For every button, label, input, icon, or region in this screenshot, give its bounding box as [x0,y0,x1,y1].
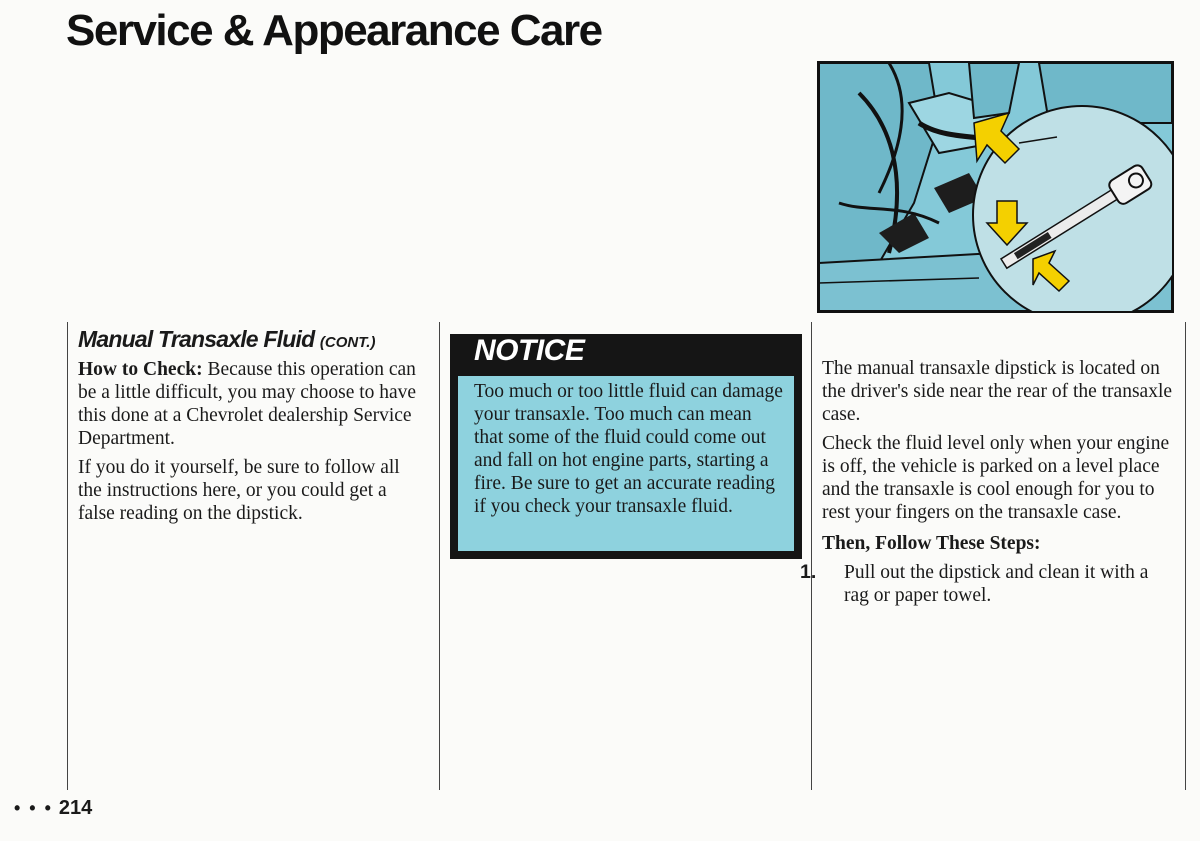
notice-heading: NOTICE [474,334,585,367]
paragraph-text: Because this operation can be a little difficult, you may choose to have this done at a Chevrolet dealership Service Department. [78,359,417,449]
column-divider [811,322,812,790]
engine-drawing [819,63,1172,311]
dipstick-illustration [817,61,1174,313]
section-title [78,328,426,354]
left-column [78,328,426,531]
paragraph-how-to-check [78,358,426,450]
steps-heading: Then, Follow These Steps: [822,533,1041,554]
right-column [800,357,1174,613]
paragraph-dipstick-location: The manual transaxle dipstick is located on the driver's side near the rear of the transaxle case. [822,358,1173,425]
column-divider [439,322,440,790]
lead-in: How to Check: [78,359,203,380]
notice-body: Too much or too little fluid can damage your transaxle. Too much can mean that some of the fluid could come out and fall on hot engine parts, starting a fire. Be sure to get an accurate reading if you check your transaxle fluid. [458,376,794,551]
paragraph-check-conditions: Check the fluid level only when your engine is off, the vehicle is parked on a level place and the transaxle is cool enough for you to rest your fingers on the transaxle case. [822,433,1170,523]
step-text: Pull out the dipstick and clean it with a rag or paper towel. [844,562,1149,606]
notice-box [450,334,802,559]
page-footer [14,797,92,820]
column-divider [1185,322,1186,790]
footer-dots: • • • [14,798,53,818]
step-item [800,561,1174,607]
column-divider [67,322,68,790]
section-title-suffix: (CONT.) [319,334,376,351]
step-number: 1. [800,561,817,583]
paragraph-do-it-yourself: If you do it yourself, be sure to follow all the instructions here, or you could get a false reading on the dipstick. [78,457,400,524]
page-number: 214 [58,797,93,819]
section-title-text: Manual Transaxle Fluid [78,326,315,352]
page-title: Service & Appearance Care [66,6,602,55]
